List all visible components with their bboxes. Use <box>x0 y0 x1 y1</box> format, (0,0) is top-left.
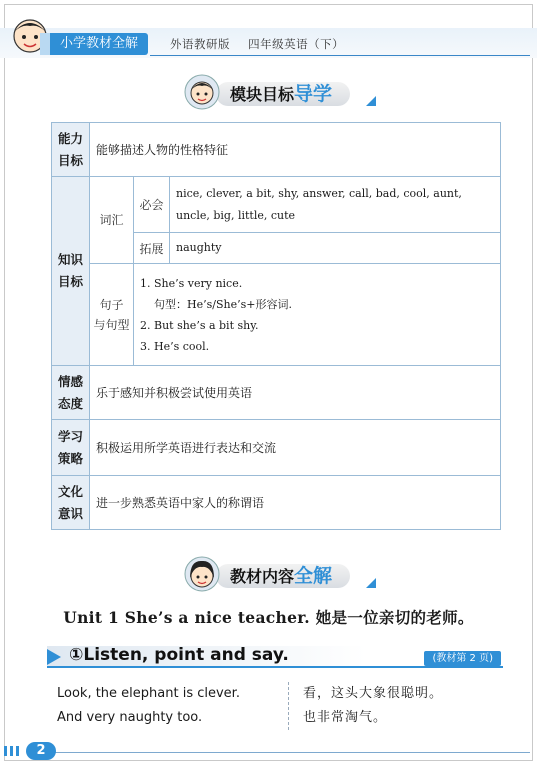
unit-title: Unit 1 She’s a nice teacher. 她是一位亲切的老师。 <box>63 608 474 627</box>
heading-accent <box>366 96 376 106</box>
activity-label: ①Listen, point and say. <box>69 645 289 665</box>
goals-table <box>51 122 501 530</box>
footer-stripe <box>4 746 22 756</box>
category-strategy: 学习策略 <box>52 420 90 476</box>
dialog-row <box>57 706 497 730</box>
section-title <box>216 82 350 106</box>
table-row <box>52 177 501 233</box>
dialog-english: And very naughty too. <box>57 710 203 725</box>
sentence-1: 1. She’s very nice. <box>140 276 243 290</box>
footer <box>0 742 537 762</box>
sentence-3: 3. He’s cool. <box>140 339 210 353</box>
activity-bar <box>47 646 503 668</box>
header-rule <box>150 55 530 56</box>
heading-accent <box>366 578 376 588</box>
category-knowledge: 知识目标 <box>52 177 90 366</box>
dialog-block <box>57 682 497 730</box>
sentence-label-line1: 句子 <box>99 297 124 312</box>
sentences-cell <box>134 264 501 366</box>
section-heading-goals <box>182 72 382 112</box>
page-reference-badge: (教材第 2 页) <box>424 651 501 666</box>
vocab-label: 词汇 <box>90 177 134 264</box>
sentence-pattern: 句型：He’s/She’s+形容词. <box>154 297 292 311</box>
grade-label: 四年级英语（下） <box>248 37 345 51</box>
dialog-row <box>57 682 497 706</box>
category-culture: 文化意识 <box>52 476 90 530</box>
category-emotion: 情感态度 <box>52 366 90 420</box>
section-title-highlight: 全解 <box>294 565 333 587</box>
strategy-text: 积极运用所学英语进行表达和交流 <box>90 420 501 476</box>
section-title-text: 模块目标 <box>230 85 295 104</box>
section-title <box>216 564 350 588</box>
boy-mascot-icon <box>182 72 222 112</box>
section-heading-content <box>182 554 382 594</box>
table-row <box>52 264 501 366</box>
emotion-text: 乐于感知并积极尝试使用英语 <box>90 366 501 420</box>
dialog-divider <box>288 682 289 730</box>
extend-vocab-text: naughty <box>170 233 501 264</box>
ability-text: 能够描述人物的性格特征 <box>90 123 501 177</box>
footer-rule <box>50 752 530 753</box>
table-row <box>52 123 501 177</box>
publisher-label: 外语教研版 <box>170 37 230 51</box>
sentence-2: 2. But she’s a bit shy. <box>140 318 259 332</box>
table-row <box>52 366 501 420</box>
dialog-english: Look, the elephant is clever. <box>57 686 240 701</box>
sentence-label-line2: 与句型 <box>93 317 130 332</box>
section-title-highlight: 导学 <box>294 83 333 105</box>
sentence-label <box>90 264 134 366</box>
extend-label: 拓展 <box>134 233 170 264</box>
must-label: 必会 <box>134 177 170 233</box>
girl-mascot-icon <box>182 554 222 594</box>
table-row <box>52 476 501 530</box>
table-row <box>52 420 501 476</box>
culture-text: 进一步熟悉英语中家人的称谓语 <box>90 476 501 530</box>
dialog-chinese: 也非常淘气。 <box>303 710 388 725</box>
page-number: 2 <box>26 742 56 760</box>
must-vocab-text: nice, clever, a bit, shy, answer, call, bad, cool, aunt, uncle, big, little, cute <box>170 177 501 233</box>
dialog-chinese: 看，这头大象很聪明。 <box>303 686 444 701</box>
brand-title: 小学教材全解 <box>46 33 148 55</box>
section-title-text: 教材内容 <box>230 567 295 586</box>
header-info <box>170 36 358 52</box>
category-ability: 能力目标 <box>52 123 90 177</box>
flag-icon <box>47 649 61 665</box>
